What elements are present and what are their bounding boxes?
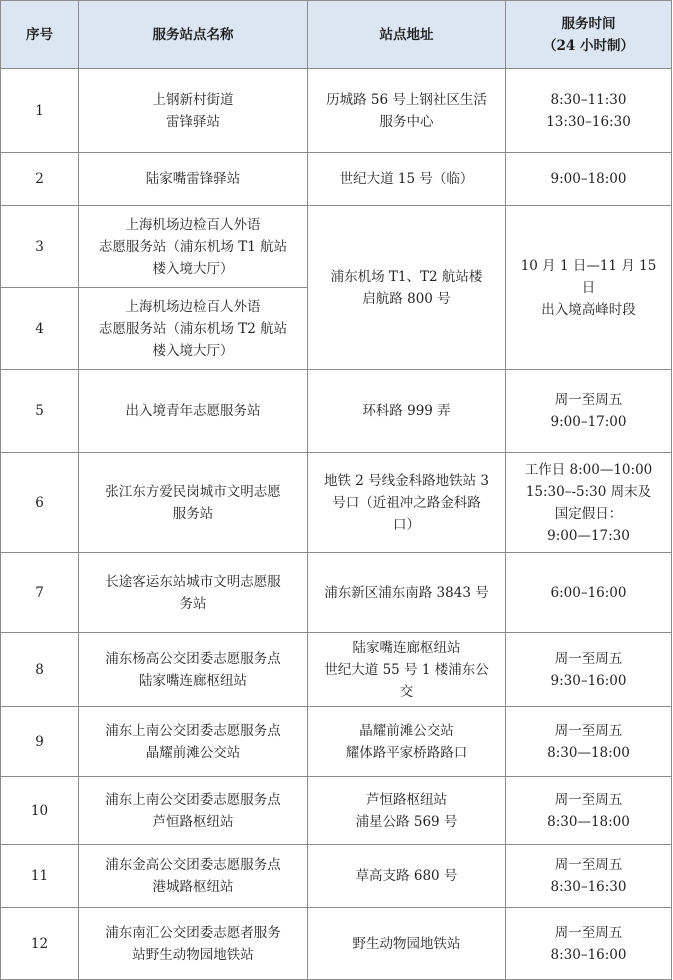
- cell-time: 10 月 1 日—11 月 15 日 出入境高峰时段: [506, 206, 672, 370]
- cell-time: 8:30–11:30 13:30–16:30: [506, 69, 672, 153]
- table-row: [1, 707, 672, 777]
- cell-time: 9:00–18:00: [506, 153, 672, 206]
- header-no: 序号: [1, 1, 79, 69]
- cell-name: 浦东上南公交团委志愿服务点 晶耀前滩公交站: [79, 707, 308, 777]
- cell-name: 长途客运东站城市文明志愿服 务站: [79, 553, 308, 633]
- table-row: [1, 633, 672, 707]
- cell-no: 9: [1, 707, 79, 777]
- cell-address: 环科路 999 弄: [308, 370, 506, 453]
- cell-name: 上海机场边检百人外语 志愿服务站（浦东机场 T1 航站 楼入境大厅）: [79, 206, 308, 288]
- cell-address: 历城路 56 号上钢社区生活 服务中心: [308, 69, 506, 153]
- cell-address: 晶耀前滩公交站 耀体路平家桥路路口: [308, 707, 506, 777]
- cell-name: 上钢新村街道 雷锋驿站: [79, 69, 308, 153]
- cell-name: 浦东杨高公交团委志愿服务点 陆家嘴连廊枢纽站: [79, 633, 308, 707]
- table-row: [1, 206, 672, 288]
- header-name: 服务站点名称: [79, 1, 308, 69]
- table-header-row: [1, 1, 672, 69]
- cell-address: 草高支路 680 号: [308, 845, 506, 908]
- cell-address: 浦东机场 T1、T2 航站楼 启航路 800 号: [308, 206, 506, 370]
- header-time: 服务时间 （24 小时制）: [506, 1, 672, 69]
- table-row: [1, 370, 672, 453]
- cell-address: 芦恒路枢纽站 浦星公路 569 号: [308, 777, 506, 845]
- cell-no: 12: [1, 908, 79, 980]
- table-row: [1, 69, 672, 153]
- cell-name: 陆家嘴雷锋驿站: [79, 153, 308, 206]
- cell-time: 周一至周五 8:30–16:00: [506, 908, 672, 980]
- cell-time: 周一至周五 8:30—18:00: [506, 777, 672, 845]
- cell-name: 浦东上南公交团委志愿服务点 芦恒路枢纽站: [79, 777, 308, 845]
- cell-no: 7: [1, 553, 79, 633]
- cell-time: 工作日 8:00—10:00 15:30–-5:30 周末及 国定假日： 9:00—17:30: [506, 453, 672, 553]
- cell-time: 周一至周五 8:30–16:30: [506, 845, 672, 908]
- cell-no: 6: [1, 453, 79, 553]
- cell-no: 11: [1, 845, 79, 908]
- table-row: [1, 908, 672, 980]
- cell-time: 周一至周五 8:30—18:00: [506, 707, 672, 777]
- cell-address: 世纪大道 15 号（临）: [308, 153, 506, 206]
- cell-address: 浦东新区浦东南路 3843 号: [308, 553, 506, 633]
- cell-address: 野生动物园地铁站: [308, 908, 506, 980]
- cell-time: 周一至周五 9:00–17:00: [506, 370, 672, 453]
- header-address: 站点地址: [308, 1, 506, 69]
- cell-time: 6:00–16:00: [506, 553, 672, 633]
- table-row: [1, 453, 672, 553]
- cell-address: 陆家嘴连廊枢纽站 世纪大道 55 号 1 楼浦东公 交: [308, 633, 506, 707]
- cell-no: 3: [1, 206, 79, 288]
- table-row: [1, 153, 672, 206]
- cell-no: 4: [1, 288, 79, 370]
- cell-name: 浦东金高公交团委志愿服务点 港城路枢纽站: [79, 845, 308, 908]
- table-row: [1, 777, 672, 845]
- cell-no: 8: [1, 633, 79, 707]
- cell-no: 1: [1, 69, 79, 153]
- cell-name: 张江东方爱民岗城市文明志愿 服务站: [79, 453, 308, 553]
- table-row: [1, 845, 672, 908]
- table-row: [1, 553, 672, 633]
- cell-no: 10: [1, 777, 79, 845]
- cell-name: 上海机场边检百人外语 志愿服务站（浦东机场 T2 航站 楼入境大厅）: [79, 288, 308, 370]
- cell-name: 出入境青年志愿服务站: [79, 370, 308, 453]
- cell-no: 2: [1, 153, 79, 206]
- cell-name: 浦东南汇公交团委志愿者服务 站野生动物园地铁站: [79, 908, 308, 980]
- cell-no: 5: [1, 370, 79, 453]
- cell-time: 周一至周五 9:30–16:00: [506, 633, 672, 707]
- cell-address: 地铁 2 号线金科路地铁站 3 号口（近祖冲之路金科路 口）: [308, 453, 506, 553]
